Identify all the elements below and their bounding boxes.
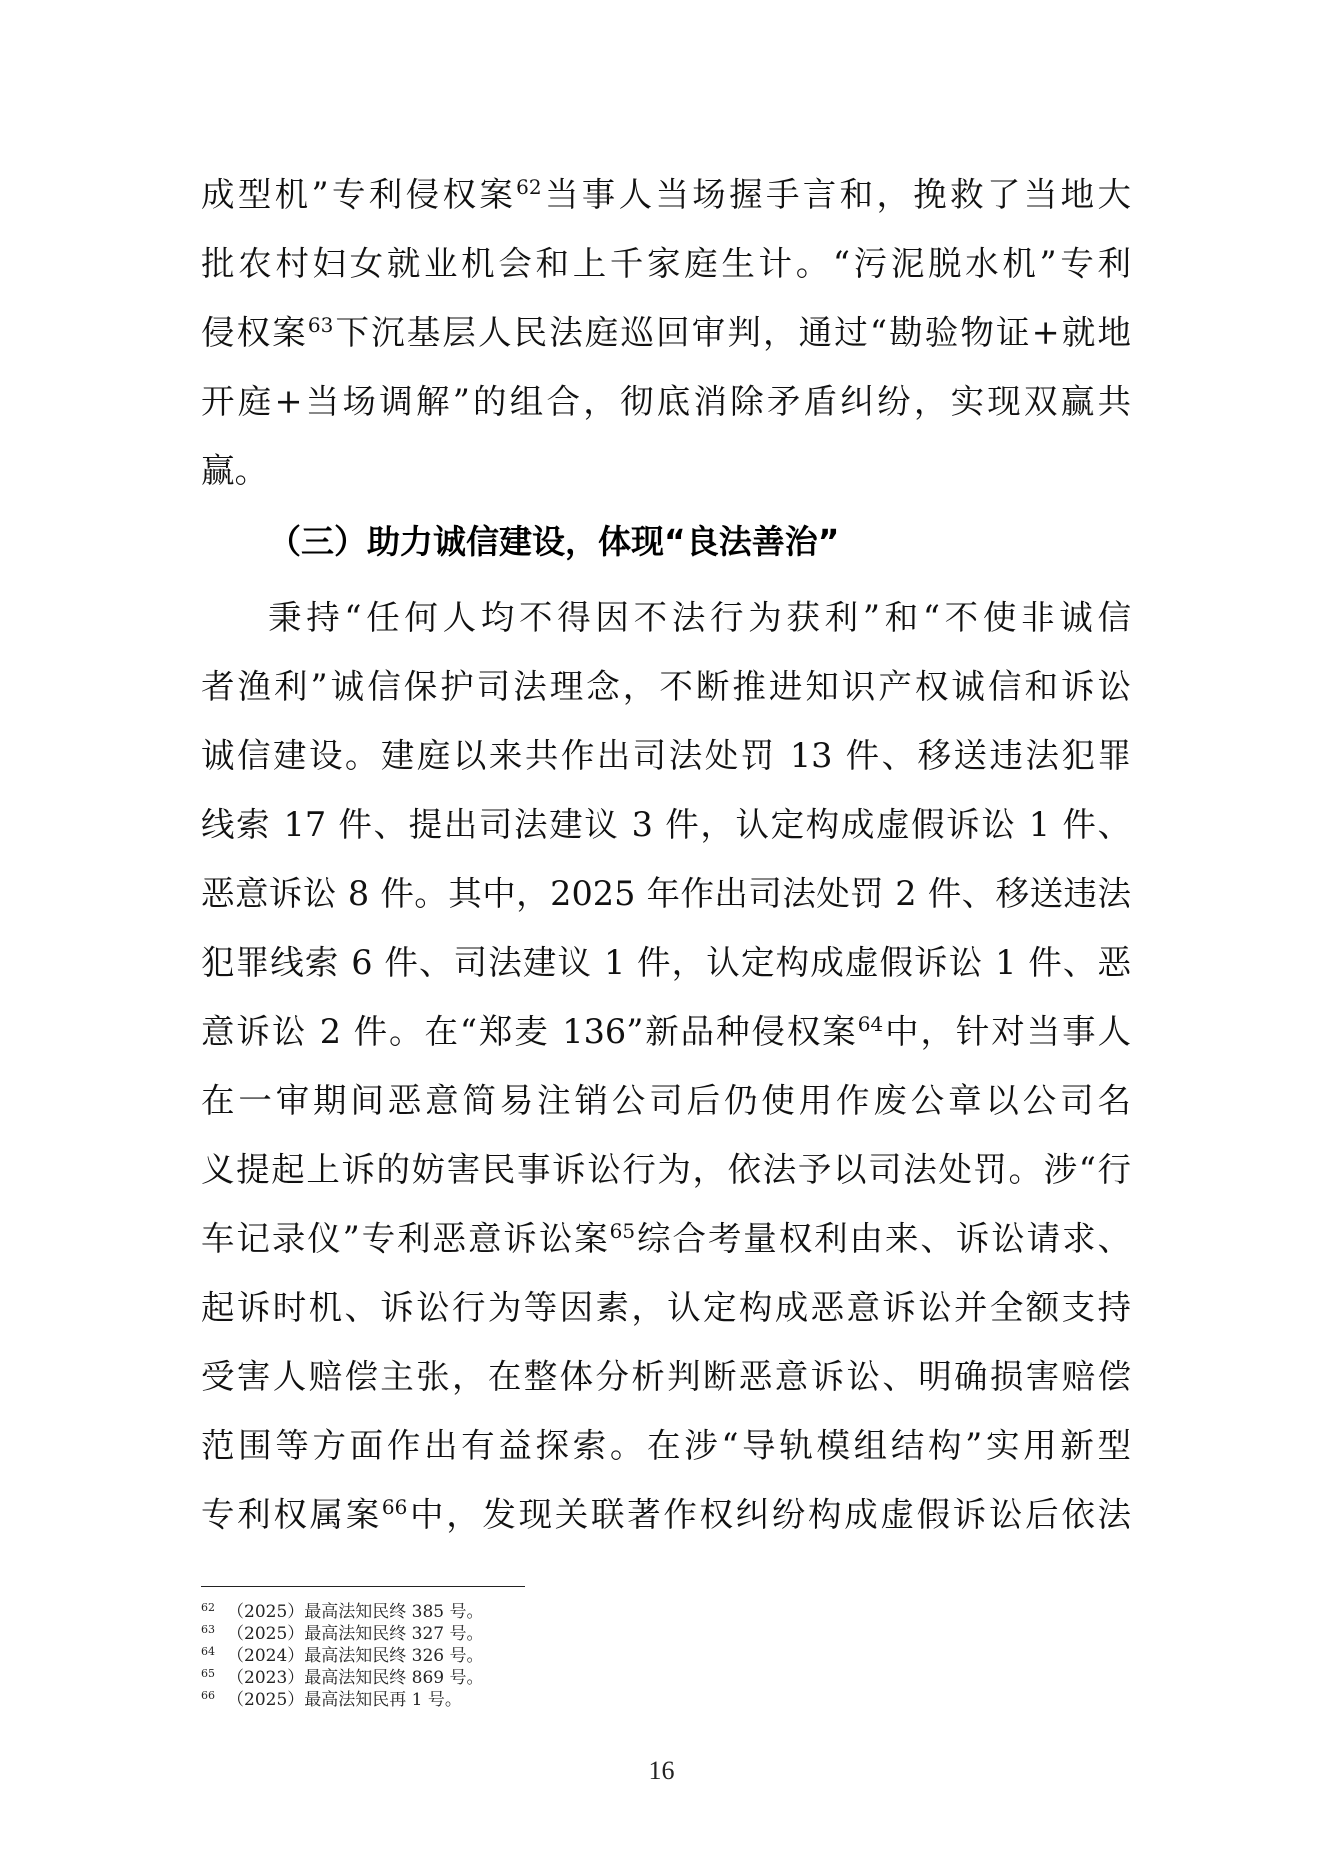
line-text: 中，发现关联著作权纠纷构成虚假诉讼后依法 [407, 1495, 1132, 1534]
body-line [201, 1066, 1131, 1136]
line-text: 线索 17 件、提出司法建议 3 件，认定构成虚假诉讼 1 件、 [201, 805, 1131, 844]
footnote-number: 66 [201, 1689, 215, 1702]
page-number: 16 [648, 1756, 675, 1785]
line-text: 开庭+当场调解”的组合，彻底消除矛盾纠纷，实现双赢共 [201, 382, 1131, 421]
footnote-item [201, 1641, 484, 1666]
footnote-text: （2025）最高法知民终 385 号。 [227, 1602, 484, 1622]
line-text: 受害人赔偿主张，在整体分析判断恶意诉讼、明确损害赔偿 [201, 1357, 1131, 1396]
footnote-ref-62[interactable]: 62 [516, 175, 542, 199]
line-text: 犯罪线索 6 件、司法建议 1 件，认定构成虚假诉讼 1 件、恶 [201, 943, 1131, 982]
line-text: 恶意诉讼 8 件。其中，2025 年作出司法处罚 2 件、移送违法 [201, 874, 1131, 913]
body-line [201, 928, 1131, 998]
footnote-number: 63 [201, 1623, 215, 1636]
line-text: 综合考量权利由来、诉讼请求、 [635, 1219, 1131, 1258]
body-line [201, 721, 1131, 791]
line-text: 中，针对当事人 [883, 1012, 1132, 1051]
line-text: 下沉基层人民法庭巡回审判，通过“勘验物证+就地 [333, 313, 1131, 352]
body-line [201, 298, 1131, 368]
footnote-number: 65 [201, 1667, 215, 1680]
line-text: 意诉讼 2 件。在“郑麦 136”新品种侵权案 [201, 1012, 858, 1051]
line-text: 侵权案 [201, 313, 308, 352]
footnote-item [201, 1685, 462, 1710]
footnote-ref-63[interactable]: 63 [307, 313, 334, 337]
body-line [268, 583, 1131, 653]
body-line [201, 160, 1131, 230]
line-text: 赢。 [201, 451, 268, 490]
line-text: 诚信建设。建庭以来共作出司法处罚 13 件、移送违法犯罪 [201, 736, 1131, 775]
body-line [201, 859, 1131, 929]
body-line [201, 1135, 1131, 1205]
section-heading: （三）助力诚信建设，体现“良法善治” [268, 522, 840, 561]
footnote-item [201, 1663, 484, 1688]
footnote-separator [201, 1586, 525, 1587]
footnote-ref-66[interactable]: 66 [381, 1495, 408, 1519]
body-line [201, 1273, 1131, 1343]
line-text: 成型机”专利侵权案 [201, 175, 517, 214]
line-text: 秉持“任何人均不得因不法行为获利”和“不使非诚信 [268, 598, 1131, 637]
body-line [201, 436, 1131, 506]
footnote-text: （2025）最高法知民终 327 号。 [227, 1624, 484, 1644]
line-text: 专利权属案 [201, 1495, 382, 1534]
footnote-text: （2025）最高法知民再 1 号。 [227, 1690, 462, 1710]
footnote-item [201, 1619, 484, 1644]
body-line [201, 1204, 1131, 1274]
line-text: 范围等方面作出有益探索。在涉“导轨模组结构”实用新型 [201, 1426, 1131, 1465]
footnote-text: （2023）最高法知民终 869 号。 [227, 1668, 484, 1688]
line-text: 义提起上诉的妨害民事诉讼行为，依法予以司法处罚。涉“行 [201, 1150, 1132, 1189]
line-text: 当事人当场握手言和，挽救了当地大 [541, 175, 1131, 214]
footnote-number: 64 [201, 1645, 215, 1658]
line-text: 起诉时机、诉讼行为等因素，认定构成恶意诉讼并全额支持 [201, 1288, 1131, 1327]
footnote-number: 62 [201, 1601, 215, 1614]
footnote-text: （2024）最高法知民终 326 号。 [227, 1646, 484, 1666]
body-line [201, 1411, 1131, 1481]
body-line [201, 1342, 1131, 1412]
body-line [201, 790, 1131, 860]
body-line [201, 1480, 1131, 1550]
line-text: 者渔利”诚信保护司法理念，不断推进知识产权诚信和诉讼 [201, 667, 1131, 706]
body-line [201, 652, 1131, 722]
footnote-item [201, 1597, 484, 1622]
footnote-ref-65[interactable]: 65 [609, 1219, 636, 1243]
footnote-ref-64[interactable]: 64 [857, 1012, 884, 1036]
line-text: 在一审期间恶意简易注销公司后仍使用作废公章以公司名 [201, 1081, 1131, 1120]
body-line [201, 229, 1131, 299]
line-text: 批农村妇女就业机会和上千家庭生计。“污泥脱水机”专利 [201, 244, 1131, 283]
line-text: 车记录仪”专利恶意诉讼案 [201, 1219, 610, 1258]
body-line [201, 367, 1131, 437]
body-line [201, 997, 1131, 1067]
